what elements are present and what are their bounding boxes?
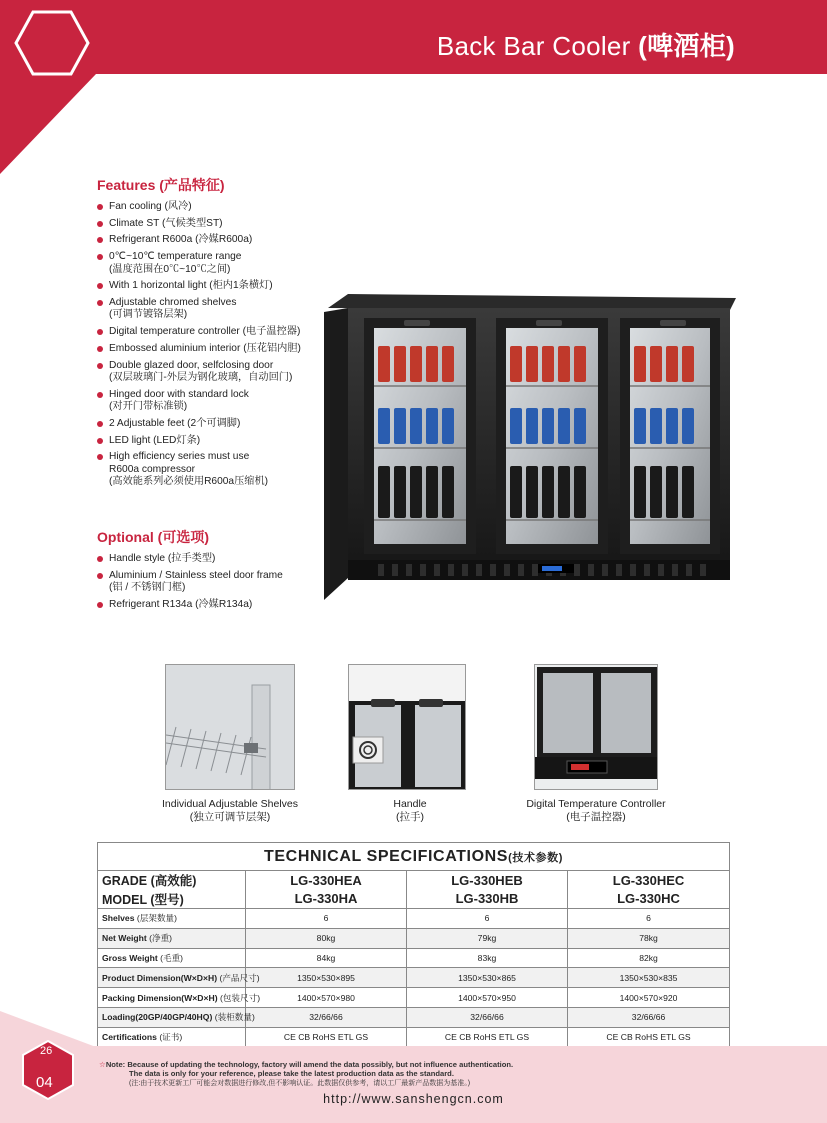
grade-cell: LG-330HEC [568,871,730,890]
features-item [97,451,322,489]
table-cell: 32/66/66 [568,1007,730,1027]
optional-item-text: Aluminium / Stainless steel door frame [109,569,283,581]
bullet-icon [97,556,103,562]
features-item-text: (双层玻璃门-外层为钢化玻璃，自动回门) [109,372,293,383]
model-label: MODEL (型号) [98,890,246,909]
grade-cell: LG-330HEB [407,871,568,890]
controller-caption: Digital Temperature Controller (电子温控器) [526,798,666,823]
features-item [97,418,322,431]
grade-cell: LG-330HEA [246,871,407,890]
controller-thumbnail [534,664,658,790]
features-item [97,234,322,247]
features-list [97,201,322,493]
table-cell: 6 [246,909,407,929]
table-title-row [98,843,730,871]
table-row [98,1027,730,1047]
table-row [98,928,730,948]
row-label: Product Dimension(W×D×H) (产品尺寸) [98,968,246,988]
grade-row [98,871,730,890]
row-label: Loading(20GP/40GP/40HQ) (装柜数量) [98,1007,246,1027]
handle-caption: Handle (拉手) [393,798,427,823]
row-label: Packing Dimension(W×D×H) (包装尺寸) [98,988,246,1008]
optional-item-text: Handle style (拉手类型) [109,553,216,564]
door-handle-image [349,665,466,790]
optional-item-text: (铝 / 不锈钢门框) [109,582,186,594]
side-decor-band [0,74,96,174]
row-label: Certifications (证书) [98,1027,246,1047]
bullet-icon [97,204,103,210]
table-row [98,948,730,968]
bullet-icon [97,346,103,352]
table-cell: 1400×570×980 [246,988,407,1008]
website-url[interactable]: http://www.sanshengcn.com [323,1092,504,1106]
table-cell: 82kg [568,948,730,968]
temperature-controller-image [535,665,658,790]
table-cell: 78kg [568,928,730,948]
features-item-text: 0℃~10℃ temperature range [109,251,242,263]
features-item-text: (可调节镀铬层架) [109,309,188,321]
bullet-icon [97,221,103,227]
shelves-thumbnail [165,664,295,790]
bullet-icon [97,329,103,335]
table-cell: 1400×570×920 [568,988,730,1008]
bullet-icon [97,392,103,398]
features-item-text: Fan cooling (风冷) [109,201,192,212]
bullet-icon [97,283,103,289]
page-number-small: 26 [40,1045,53,1057]
features-item [97,280,322,293]
features-item-text: R600a compressor [109,463,196,475]
table-cell: CE CB RoHS ETL GS [568,1027,730,1047]
model-row [98,890,730,909]
row-label: Shelves (层架数量) [98,909,246,929]
row-label: Gross Weight (毛重) [98,948,246,968]
features-item-text: Climate ST (气候类型ST) [109,217,223,229]
features-item-text: With 1 horizontal light (柜内1条横灯) [109,280,273,292]
features-item-text: Adjustable chromed shelves [109,296,237,308]
optional-item [97,599,322,612]
table-cell: 84kg [246,948,407,968]
model-cell: LG-330HA [246,890,407,909]
features-item [97,251,322,276]
table-cell: 1350×530×835 [568,968,730,988]
features-item-text: 2 Adjustable feet (2个可调脚) [109,417,241,429]
bullet-icon [97,254,103,260]
technical-specifications-table [97,842,730,1048]
table-cell: 32/66/66 [246,1007,407,1027]
bullet-icon [97,573,103,579]
table-cell: 32/66/66 [407,1007,568,1027]
table-cell: 1350×530×895 [246,968,407,988]
features-item [97,360,322,385]
bullet-icon [97,363,103,369]
table-cell: 6 [407,909,568,929]
hexagon-logo-icon [14,10,90,76]
row-label: Net Weight (净重) [98,928,246,948]
features-item-text: Embossed aluminium interior (压花铝内胆) [109,342,301,354]
table-row [98,1007,730,1027]
features-item-text: (高效能系列必须使用R600a压缩机) [109,476,269,488]
table-cell: 79kg [407,928,568,948]
grade-label: GRADE (高效能) [98,871,246,890]
table-title: TECHNICAL SPECIFICATIONS(技术参数) [98,843,730,871]
table-row [98,988,730,1008]
features-item-text: High efficiency series must use [109,451,250,463]
table-cell: CE CB RoHS ETL GS [246,1027,407,1047]
features-item [97,218,322,231]
features-item [97,389,322,414]
page-number: 04 [36,1074,53,1091]
table-cell: 1400×570×950 [407,988,568,1008]
features-item-text: Refrigerant R600a (冷媒R600a) [109,234,253,246]
optional-list [97,553,322,616]
features-item-text: Hinged door with standard lock [109,388,249,400]
features-item [97,343,322,356]
features-item [97,201,322,214]
bullet-icon [97,602,103,608]
table-cell: 1350×530×865 [407,968,568,988]
adjustable-shelf-image [166,665,295,790]
model-cell: LG-330HC [568,890,730,909]
bullet-icon [97,421,103,427]
star-icon: ☆ [99,1060,106,1069]
features-item [97,326,322,339]
model-cell: LG-330HB [407,890,568,909]
back-bar-cooler-image [318,288,738,608]
table-row [98,909,730,929]
table-cell: 80kg [246,928,407,948]
table-cell: 6 [568,909,730,929]
shelves-caption: Individual Adjustable Shelves (独立可调节层架) [161,798,298,823]
footer-note: ☆Note: Because of updating the technology, factory will amend the data possibly, but not influence authentication. The data is only for your reference, please take the latest production data as the standard. (注:由于技术更新工厂可能会对数据进行修改,但不影响认证。此数据仅供参考，请以工厂最新产品数据为基准。) [99,1060,514,1087]
bullet-icon [97,454,103,460]
features-item-text: Double glazed door, selfclosing door [109,359,274,371]
features-item [97,297,322,322]
bullet-icon [97,237,103,243]
features-title: Features (产品特征) [97,177,225,193]
optional-item-text: Refrigerant R134a (冷媒R134a) [109,598,253,610]
page-title: Back Bar Cooler (啤酒柜) [436,31,735,61]
table-row [98,968,730,988]
optional-title: Optional (可选项) [97,529,209,545]
optional-item [97,553,322,566]
features-item [97,435,322,448]
bullet-icon [97,438,103,444]
optional-item [97,570,322,595]
table-cell: CE CB RoHS ETL GS [407,1027,568,1047]
features-item-text: Digital temperature controller (电子温控器) [109,326,301,338]
features-item-text: LED light (LED灯条) [109,434,201,446]
features-item-text: (温度范围在0℃~10℃之间) [109,263,231,275]
bullet-icon [97,300,103,306]
features-item-text: (对开门带标准锁) [109,401,188,413]
table-cell: 83kg [407,948,568,968]
handle-thumbnail [348,664,466,790]
